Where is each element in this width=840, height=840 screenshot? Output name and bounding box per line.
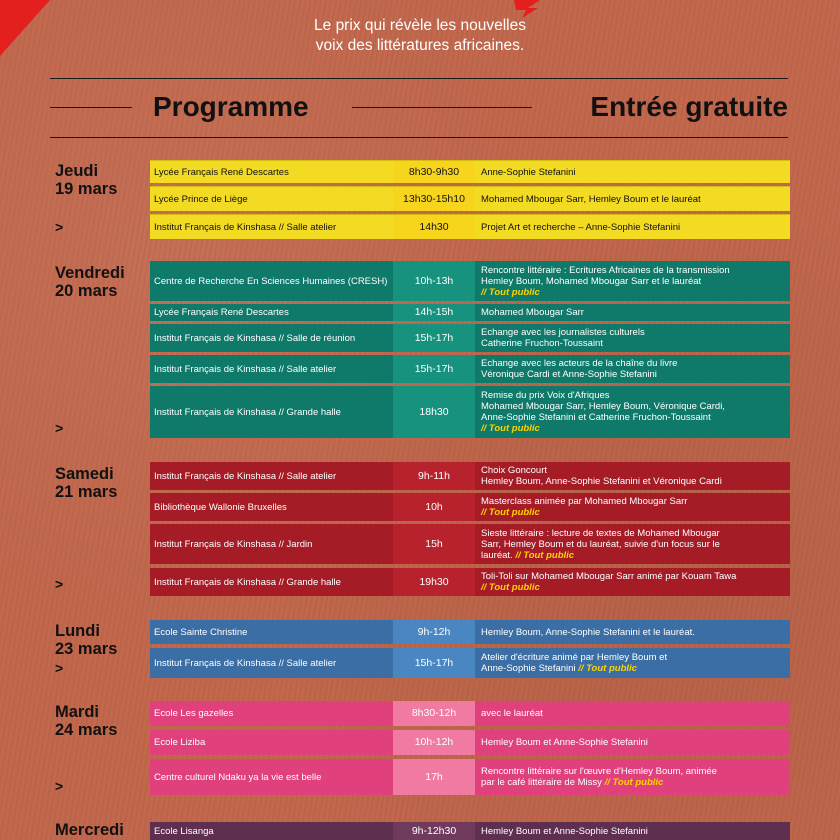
programme-heading: Programme [153,91,309,122]
event-time: 15h-17h [393,648,475,678]
event-venue: Institut Français de Kinshasa // Salle atelier [154,657,337,669]
arrow-icon: > [55,576,64,592]
event-venue: Ecole Les gazelles [154,708,234,719]
event-desc: Rencontre littéraire sur l'œuvre d'Hemley Boum, animée par le café littéraire de Missy // Tout public [481,766,717,788]
arrow-icon: > [55,420,64,436]
event-row [150,822,790,840]
event-venue: Ecole Lisanga [154,825,214,837]
event-venue: Institut Français de Kinshasa // Grande halle [154,406,341,418]
event-desc: Atelier d'écriture animé par Hemley Boum et Anne-Sophie Stefanini // Tout public [481,652,668,674]
event-venue: Lycée Français René Descartes [154,307,289,318]
event-time: 8h30-9h30 [393,161,475,183]
tout-public-tag: // Tout public [515,549,575,561]
event-row [150,701,790,726]
event-desc: Echange avec les acteurs de la chaîne du livre Véronique Cardi et Anne-Sophie Stefanini [481,358,678,380]
event-desc: Anne-Sophie Stefanini [481,166,576,178]
day-label-vendredi: Vendredi 20 mars [55,264,125,300]
event-row [150,324,790,352]
event-venue: Institut Français de Kinshasa // Salle atelier [154,470,337,482]
event-venue: Institut Français de Kinshasa // Jardin [154,538,313,550]
event-desc: Remise du prix Voix d'Afriques Mohamed Mbougar Sarr, Hemley Boum, Véronique Cardi, Anne-Sophie Stefanini et Catherine Fruchon-Toussaint // Tout public [481,390,725,434]
arrow-icon: > [55,660,64,676]
day-label-samedi: Samedi 21 mars [55,465,118,501]
middle-rule [352,107,532,108]
event-desc: Choix Goncourt Hemley Boum, Anne-Sophie Stefanini et Véronique Cardi [481,465,722,487]
event-desc: Sieste littéraire : lecture de textes de Mohamed Mbougar Sarr, Hemley Boum et du lauréat, suivie d'un focus sur le lauréat. // Tout public [481,527,720,561]
event-desc: Mohamed Mbougar Sarr, Hemley Boum et le lauréat [481,193,701,205]
day-label-lundi: Lundi 23 mars [55,622,118,658]
event-row [150,524,790,564]
event-desc: Rencontre littéraire : Ecritures Africaines de la transmission Hemley Boum, Mohamed Mbougar Sarr et le lauréat // Tout public [481,264,730,298]
event-row [150,355,790,383]
event-row [150,186,790,211]
top-divider [50,78,788,79]
event-row [150,493,790,521]
tagline [0,16,840,56]
tagline-line-2: voix des littératures africaines. [315,37,525,54]
event-row [150,462,790,490]
event-time: 10h [393,493,475,521]
event-row [150,730,790,755]
event-desc: Hemley Boum, Anne-Sophie Stefanini et le lauréat. [481,626,695,638]
event-row [150,160,790,183]
event-desc: Projet Art et recherche – Anne-Sophie Stefanini [481,221,681,233]
event-desc: Mohamed Mbougar Sarr [481,307,584,318]
event-row [150,214,790,239]
event-desc: Hemley Boum et Anne-Sophie Stefanini [481,737,648,748]
event-time: 9h-12h30 [393,822,475,840]
event-row [150,759,790,795]
event-venue: Ecole Sainte Christine [154,626,248,638]
event-time: 19h30 [393,568,475,596]
event-venue: Institut Français de Kinshasa // Salle atelier [154,221,337,233]
tout-public-tag: // Tout public [481,286,540,298]
bottom-divider [50,137,788,138]
event-desc: Echange avec les journalistes culturels Catherine Fruchon-Toussaint [481,327,645,349]
event-time: 8h30-12h [393,701,475,726]
event-row [150,648,790,678]
event-venue: Institut Français de Kinshasa // Salle de réunion [154,332,356,344]
event-row [150,386,790,438]
event-time: 9h-12h [393,620,475,644]
event-venue: Institut Français de Kinshasa // Grande halle [154,576,341,588]
day-label-mercredi: Mercredi [55,821,124,839]
day-label-jeudi: Jeudi 19 mars [55,162,118,198]
day-label-mardi: Mardi 24 mars [55,703,118,739]
event-time: 18h30 [393,386,475,438]
event-desc: Masterclass animée par Mohamed Mbougar Sarr // Tout public [481,496,688,518]
event-desc: Hemley Boum et Anne-Sophie Stefanini [481,825,648,837]
event-time: 13h30-15h10 [393,187,475,211]
event-venue: Bibliothèque Wallonie Bruxelles [154,501,287,513]
left-rule [50,107,132,108]
tout-public-tag: // Tout public [481,507,540,518]
event-venue: Lycée Français René Descartes [154,166,289,178]
event-time: 9h-11h [393,462,475,490]
tout-public-tag: // Tout public [481,582,540,593]
event-row [150,620,790,644]
event-venue: Centre de Recherche En Sciences Humaines (CRESH) [154,275,388,287]
event-time: 10h-13h [393,261,475,301]
event-time: 17h [393,759,475,795]
event-row [150,304,790,321]
event-time: 15h-17h [393,324,475,352]
event-desc: avec le lauréat [481,708,543,719]
arrow-icon: > [55,778,64,794]
tout-public-tag: // Tout public [604,777,664,788]
event-time: 15h [393,524,475,564]
entree-gratuite-heading: Entrée gratuite [590,91,788,122]
event-time: 14h30 [393,215,475,239]
event-venue: Centre culturel Ndaku ya la vie est belle [154,771,322,783]
event-desc: Toli-Toli sur Mohamed Mbougar Sarr animé par Kouam Tawa // Tout public [481,571,737,593]
event-time: 14h-15h [393,304,475,321]
event-venue: Lycée Prince de Liège [154,193,248,205]
tagline-line-1: Le prix qui révèle les nouvelles [314,17,526,34]
tout-public-tag: // Tout public [481,423,540,434]
event-row [150,568,790,596]
tout-public-tag: // Tout public [578,663,637,674]
event-time: 15h-17h [393,355,475,383]
event-time: 10h-12h [393,730,475,755]
arrow-icon: > [55,219,64,235]
event-row [150,261,790,301]
event-venue: Institut Français de Kinshasa // Salle atelier [154,363,337,375]
event-venue: Ecole Liziba [154,737,206,748]
